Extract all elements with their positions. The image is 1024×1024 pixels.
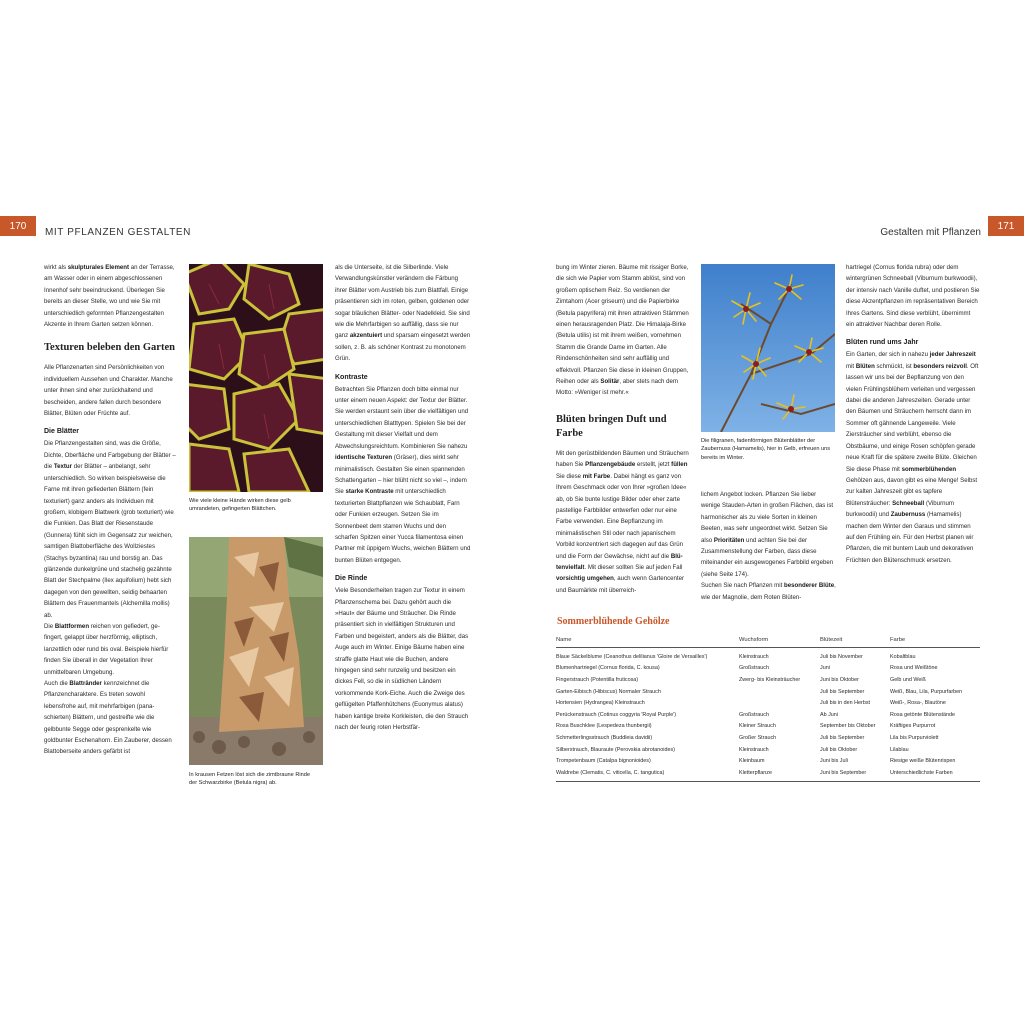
table-cell: September bis Oktober xyxy=(820,723,876,730)
paragraph: Mit den gerüstbildenden Bäumen und Sträuchern haben Sie Pflanzengebäude erstellt, jetzt füllen Sie diese mit Farbe. Dabei hängt es ganz von Ihrem Geschmack oder von Ihrer »großen Idee« ab, ob Sie bunte lustige Bilder oder eher zarte pastellige Farbbilder entwerfen oder nur eine Farbe verwenden. Eine Bepflanzung im minimalistischen Stil oder nach japanischem Vorbild konzentriert sich dagegen auf das Grün und die Form der Gewächse, nicht auf die Blütenvielfalt. Mit dieser sollten Sie auf jeden Fall vorsichtig umgehen, auch wenn Gartencenter und Baumärkte mit überreich- xyxy=(556,449,689,594)
table-cell: Silberstrauch, Blauraute (Perovskia abrotanoides) xyxy=(556,746,675,753)
right-column-3 xyxy=(846,262,980,566)
table-cell xyxy=(739,697,820,709)
table-cell: Riesige weiße Blütenrispen xyxy=(890,758,956,765)
table-row xyxy=(556,767,980,779)
table-row xyxy=(556,648,980,663)
birch-bark-photo xyxy=(189,537,323,765)
table-cell: Weiß, Blau, Lila, Purpurfarben xyxy=(890,688,963,695)
table-row xyxy=(556,697,980,709)
table-cell: Kobaltblau xyxy=(890,653,916,660)
table-cell: Kletterpflanze xyxy=(739,769,772,776)
paragraph: als die Unterseite, ist die Silberlinde. Viele Verwandlungskünstler verändern die Färbung ihrer Blätter vom Austrieb bis zum Blattfall. Einige präsentieren sich im roten, gelben, goldenen oder sogar bläulichen Blätter- oder Nadelkleid. Sie sind wie die Mehrfarbigen so auffällig, dass sie nur ganz akzentuiert und sparsam eingesetzt werden sollen, z. B. als schöner Kontrast zu monotonem Grün. xyxy=(335,264,471,363)
table-row xyxy=(556,755,980,767)
table-cell: Weiß-, Rosa-, Blautöne xyxy=(890,700,946,707)
table-cell: Trompetenbaum (Catalpa bignonioides) xyxy=(556,758,651,765)
paragraph: wirkt als skulpturales Element an der Terrasse, am Wasser oder in einem abgeschlossenen Innenhof sehr beeindruckend. Überlegen Sie bereits an dieser Stelle, wo und wie Sie mit unterschiedlich geformten Pflanzengestalten Akzente in Ihrem Garten setzen können. xyxy=(44,264,175,329)
table-cell: Fingerstrauch (Potentilla fruticosa) xyxy=(556,676,639,683)
table-header: Wuchsform xyxy=(739,632,820,648)
paragraph: Viele Besonderheiten tragen zur Textur in einem Pflanzenschema bei. Dazu gehört auch die »Haut« der Bäume und Sträucher. Die Rinde präsentiert sich in vielfältigen Strukturen und Farben und begeistert, anders als die Blätter, das Auge auch im Winter. Einige Bäume haben eine straffe glatte Haut wie die Buchen, andere hingegen sind sehr runzelig und besitzen ein dickes Fell, so die in südlichen Ländern vorkommende Kork-Eiche. Auch die Zweige des geflügelten Pfaffenhütchens (Euonymus alatus) haben kantige breite Korkleisten, die den Strauch nach der feurig roten Herbstfär- xyxy=(335,587,469,732)
heading-rinde: Die Rinde xyxy=(335,575,368,583)
table-cell: Kleinbaum xyxy=(739,758,765,765)
paragraph: Alle Pflanzenarten sind Persönlichkeiten von individuellem Aussehen und Charakter. Manche unter ihnen sind eher zurückhaltend und bescheiden, andere fallen durch besondere Blätter, Blüten oder Früchte auf. xyxy=(44,364,173,418)
paragraph: Suchen Sie nach Pflanzen mit besonderer Blüte, wie der Magnolie, dem Roten Blüten- xyxy=(701,582,836,601)
table-cell: Juli bis Oktober xyxy=(820,746,858,753)
table-row xyxy=(556,732,980,744)
paragraph: hartriegel (Cornus florida rubra) oder dem wintergrünen Schneeball (Viburnum burkwoodii), der intensiv nach Vanille duftet, und postieren Sie diese Akzentpflanzen im repräsentativen Bereich Ihres Gartens. Sind diese verblüht, übernimmt ein attraktiver Nachbar deren Rolle. xyxy=(846,264,980,329)
table-cell: Lilablau xyxy=(890,746,909,753)
table-cell: Juni bis Juli xyxy=(820,758,848,765)
paragraph: Ein Garten, der sich in nahezu jeder Jahreszeit mit Blüten schmückt, ist besonders reizvoll. Oft lassen wir uns bei der Bepflanzung von den vielen Frühlingsblühern verleiten und vergessen dabei die anderen Jahreszeiten. Gerade unter den Bäumen und Sträuchern herrscht dann im Sommer oft gähnende Langeweile. Viele Ziersträucher sind verblüht, ebenso die Obstbäume, und einige Rosen schöpfen gerade neue Kraft für die spätere zweite Blüte. Gleichen Sie diese Phase mit sommerblühenden Gehölzen aus, davon gibt es eine Menge! Selbst zur kalten Jahreszeit gibt es tapfere Blütensträucher: Schneeball (Viburnum burkwoodii) und Zaubernuss (Hamamelis) machen dem Winter den Garaus und stimmen auf den Frühling ein. Für den Herbst planen wir Pflanzen, die mit buntem Laub und dekorativen Früchten den Blütenschmuck ersetzen. xyxy=(846,351,979,564)
sommer-table-wrap xyxy=(556,632,980,782)
table-cell: Unterschiedlichste Farben xyxy=(890,769,953,776)
table-row xyxy=(556,709,980,721)
coleus-leaves-photo xyxy=(189,264,323,492)
table-cell: Ab Juni xyxy=(820,711,838,718)
paragraph: Die Pflanzengestalten sind, was die Größe, Dichte, Oberfläche und Farbgebung der Blätter – die Textur der Blätter – anbelangt, sehr unterschiedlich. So wirken beispielsweise die Farne mit ihren gefiederten Blättern (fein texturiert) ganz anders als Individuen mit großem, klobigem Blattwerk (grob texturiert) wie die Funkien. Das Blatt der Riesenstaude (Gunnera) fühlt sich im Gegensatz zur weichen, samtigen Blattoberfläche des Wollziestes (Stachys byzantina) rau und borstig an. Das glänzende dunkelgrüne und stachelig gezähnte Blatt der Stechpalme (Ilex aquifolium) hebt sich dagegen von den gewellten, seidig behaarten Blättern des Frauenmantels (Alchemilla mollis) ab. xyxy=(44,440,176,619)
table-title: Sommerblühende Gehölze xyxy=(557,616,670,627)
caption-zaubernuss: Die filigranen, fadenförmigen Blütenblätter der Zaubernuss (Hamamelis), hier in Gelb, erfreuen uns bereits im Winter. xyxy=(701,438,831,461)
table-cell: Zwerg- bis Kleinsträucher xyxy=(739,676,801,683)
page-number-left: 170 xyxy=(0,216,36,236)
left-column-2 xyxy=(335,262,471,733)
paragraph: lichem Angebot locken. Pflanzen Sie lieber wenige Stauden-Arten in großen Flächen, das ist harmonischer als zu viele Sorten in kleinen Beeten, was sehr ungeordnet wirkt. Setzen Sie also Prioritäten und achten Sie bei der Zusammenstellung der Farben, dass diese miteinander ein ausgewogenes Farbbild ergeben (siehe Seite 174). xyxy=(701,491,834,578)
table-cell: Lila bis Purpurviolett xyxy=(890,734,939,741)
table-cell: Kleiner Strauch xyxy=(739,723,776,730)
table-cell: Großstrauch xyxy=(739,711,769,718)
table-row xyxy=(556,744,980,756)
table-cell: Kleinstrauch xyxy=(739,653,769,660)
table-cell: Blaue Säckelblume (Ceanothus delilianus 'Gloire de Versailles') xyxy=(556,653,708,660)
table-bottom-rule xyxy=(556,781,980,782)
heading-kontraste: Kontraste xyxy=(335,373,368,381)
table-cell: Garten-Eibisch (Hibiscus) Normaler Strauch xyxy=(556,688,661,695)
table-cell: Juni xyxy=(820,665,830,672)
running-head-right: Gestalten mit Pflanzen xyxy=(880,227,981,238)
table-body xyxy=(556,648,980,779)
table-header: Farbe xyxy=(890,632,980,648)
table-cell: Großer Strauch xyxy=(739,734,777,741)
table-cell: Rosa und Weißtöne xyxy=(890,665,938,672)
left-column-1 xyxy=(44,262,176,758)
heading-jahr: Blüten rund ums Jahr xyxy=(846,339,919,347)
right-column-1 xyxy=(556,262,690,596)
table-row xyxy=(556,686,980,698)
table-cell: Kräftiges Purpurrot xyxy=(890,723,936,730)
table-row xyxy=(556,721,980,733)
table-header: Blütezeit xyxy=(820,632,890,648)
table-cell xyxy=(739,686,820,698)
table-cell: Hortensien (Hydrangea) Kleinstrauch xyxy=(556,700,645,707)
table-cell: Großstrauch xyxy=(739,665,769,672)
heading-blueten: Blüten bringen Duft und Farbe xyxy=(556,413,667,439)
table-cell: Juli bis November xyxy=(820,653,863,660)
table-cell: Rosa getönte Blütenstände xyxy=(890,711,956,718)
paragraph: Die Blattformen reichen von gefiedert, gefingert, gelappt über herzförmig, elliptisch, lanzettlich oder rund bis oval. Beispiele hierfür finden Sie überall in der Vegetation Ihrer unmittelbaren Umgebung. xyxy=(44,622,169,676)
page-number-right: 171 xyxy=(988,216,1024,236)
caption-birch: In krausen Fetzen löst sich die zimtbraune Rinde der Schwarzbirke (Betula nigra) ab. xyxy=(189,772,310,787)
sommer-table xyxy=(556,632,980,779)
heading-texturen: Texturen beleben den Garten xyxy=(44,342,175,354)
table-cell: Juli bis September xyxy=(820,688,865,695)
table-header: Name xyxy=(556,632,739,648)
table-row xyxy=(556,674,980,686)
table-cell: Waldrebe (Clematis, C. viticella, C. tangutica) xyxy=(556,769,665,776)
running-head-left: MIT PFLANZEN GESTALTEN xyxy=(45,227,191,238)
paragraph: Auch die Blattränder kennzeichnet die Pflanzencharaktere. Es treten sowohl lebensfrohe auf, mit mehrfarbigen (panaschierten) Blättern, und gestreifte wie die gelbbunte Segge oder gesprenkelte wie goldbunter Eschenahorn. Ein Zauberer, dessen Blattoberseite anders gefärbt ist xyxy=(44,680,172,756)
right-column-2 xyxy=(701,489,836,603)
table-cell: Kleinstrauch xyxy=(739,746,769,753)
table-cell: Juli bis in den Herbst xyxy=(820,700,871,707)
table-cell: Gelb und Weiß xyxy=(890,676,926,683)
paragraph: Betrachten Sie Pflanzen doch bitte einmal nur unter einem neuen Aspekt: der Textur der Blätter. Sie werden erstaunt sein über die vielfältigen und unterschiedlichen Blatttypen. Spielen Sie bei der Gestaltung mit dieser Vielfalt und dem Abwechslungsreichtum. Kombinieren Sie nahezu identische Texturen (Gräser), dies wirkt sehr minimalistisch. Gestalten Sie einen spannenden Schattengarten – hier blüht nicht so viel –, indem Sie starke Kontraste mit unterschiedlich texturierten Blattpflanzen wie Schaublatt, Farn oder Funkien erzeugen. Setzen Sie im Sonnenbeet dem starren Wuchs und den scharfen Spitzen einer Yucca filamentosa einen Partner mit üppigem Wuchs, weichen Blättern und bunten Blüten entgegen. xyxy=(335,385,471,564)
table-cell: Perückenstrauch (Cotinus coggyria 'Royal Purple') xyxy=(556,711,677,718)
table-cell: Schmetterlingsstrauch (Buddleia davidii) xyxy=(556,734,653,741)
table-cell: Juli bis September xyxy=(820,734,865,741)
table-cell: Rosa Buschklee (Lespedeza thunbergii) xyxy=(556,723,652,730)
paragraph: bung im Winter zieren. Bäume mit rissiger Borke, die sich wie Papier vom Stamm ablöst, sind von großem optischem Reiz. So verdienen der Zimtahorn (Acer griseum) und die Papierbirke (Betula papyrifera) mit ihren attraktiven Stämmen einen herausragenden Platz. Die Himalaja-Birke (Betula utilis) ist mit ihrem weißen, vornehmen Stamm die Grande Dame im Garten. Alle Rindenschönheiten sind sehr auffällig und effektvoll. Pflanzen Sie diese in kleinen Gruppen, Reihen oder als Solitär, aber stets nach dem Motto: »Weniger ist mehr.« xyxy=(556,264,689,397)
heading-blaetter: Die Blätter xyxy=(44,428,80,436)
table-cell: Juni bis Oktober xyxy=(820,676,859,683)
table-row xyxy=(556,663,980,675)
table-cell: Blumenhartriegel (Cornus florida, C. kousa) xyxy=(556,665,660,672)
witch-hazel-photo xyxy=(701,264,835,432)
caption-coleus: Wie viele kleine Hände wirken diese gelb umrandeten, gefingerten Blättchen. xyxy=(189,498,291,513)
table-cell: Juni bis September xyxy=(820,769,867,776)
table-header-row xyxy=(556,632,980,648)
